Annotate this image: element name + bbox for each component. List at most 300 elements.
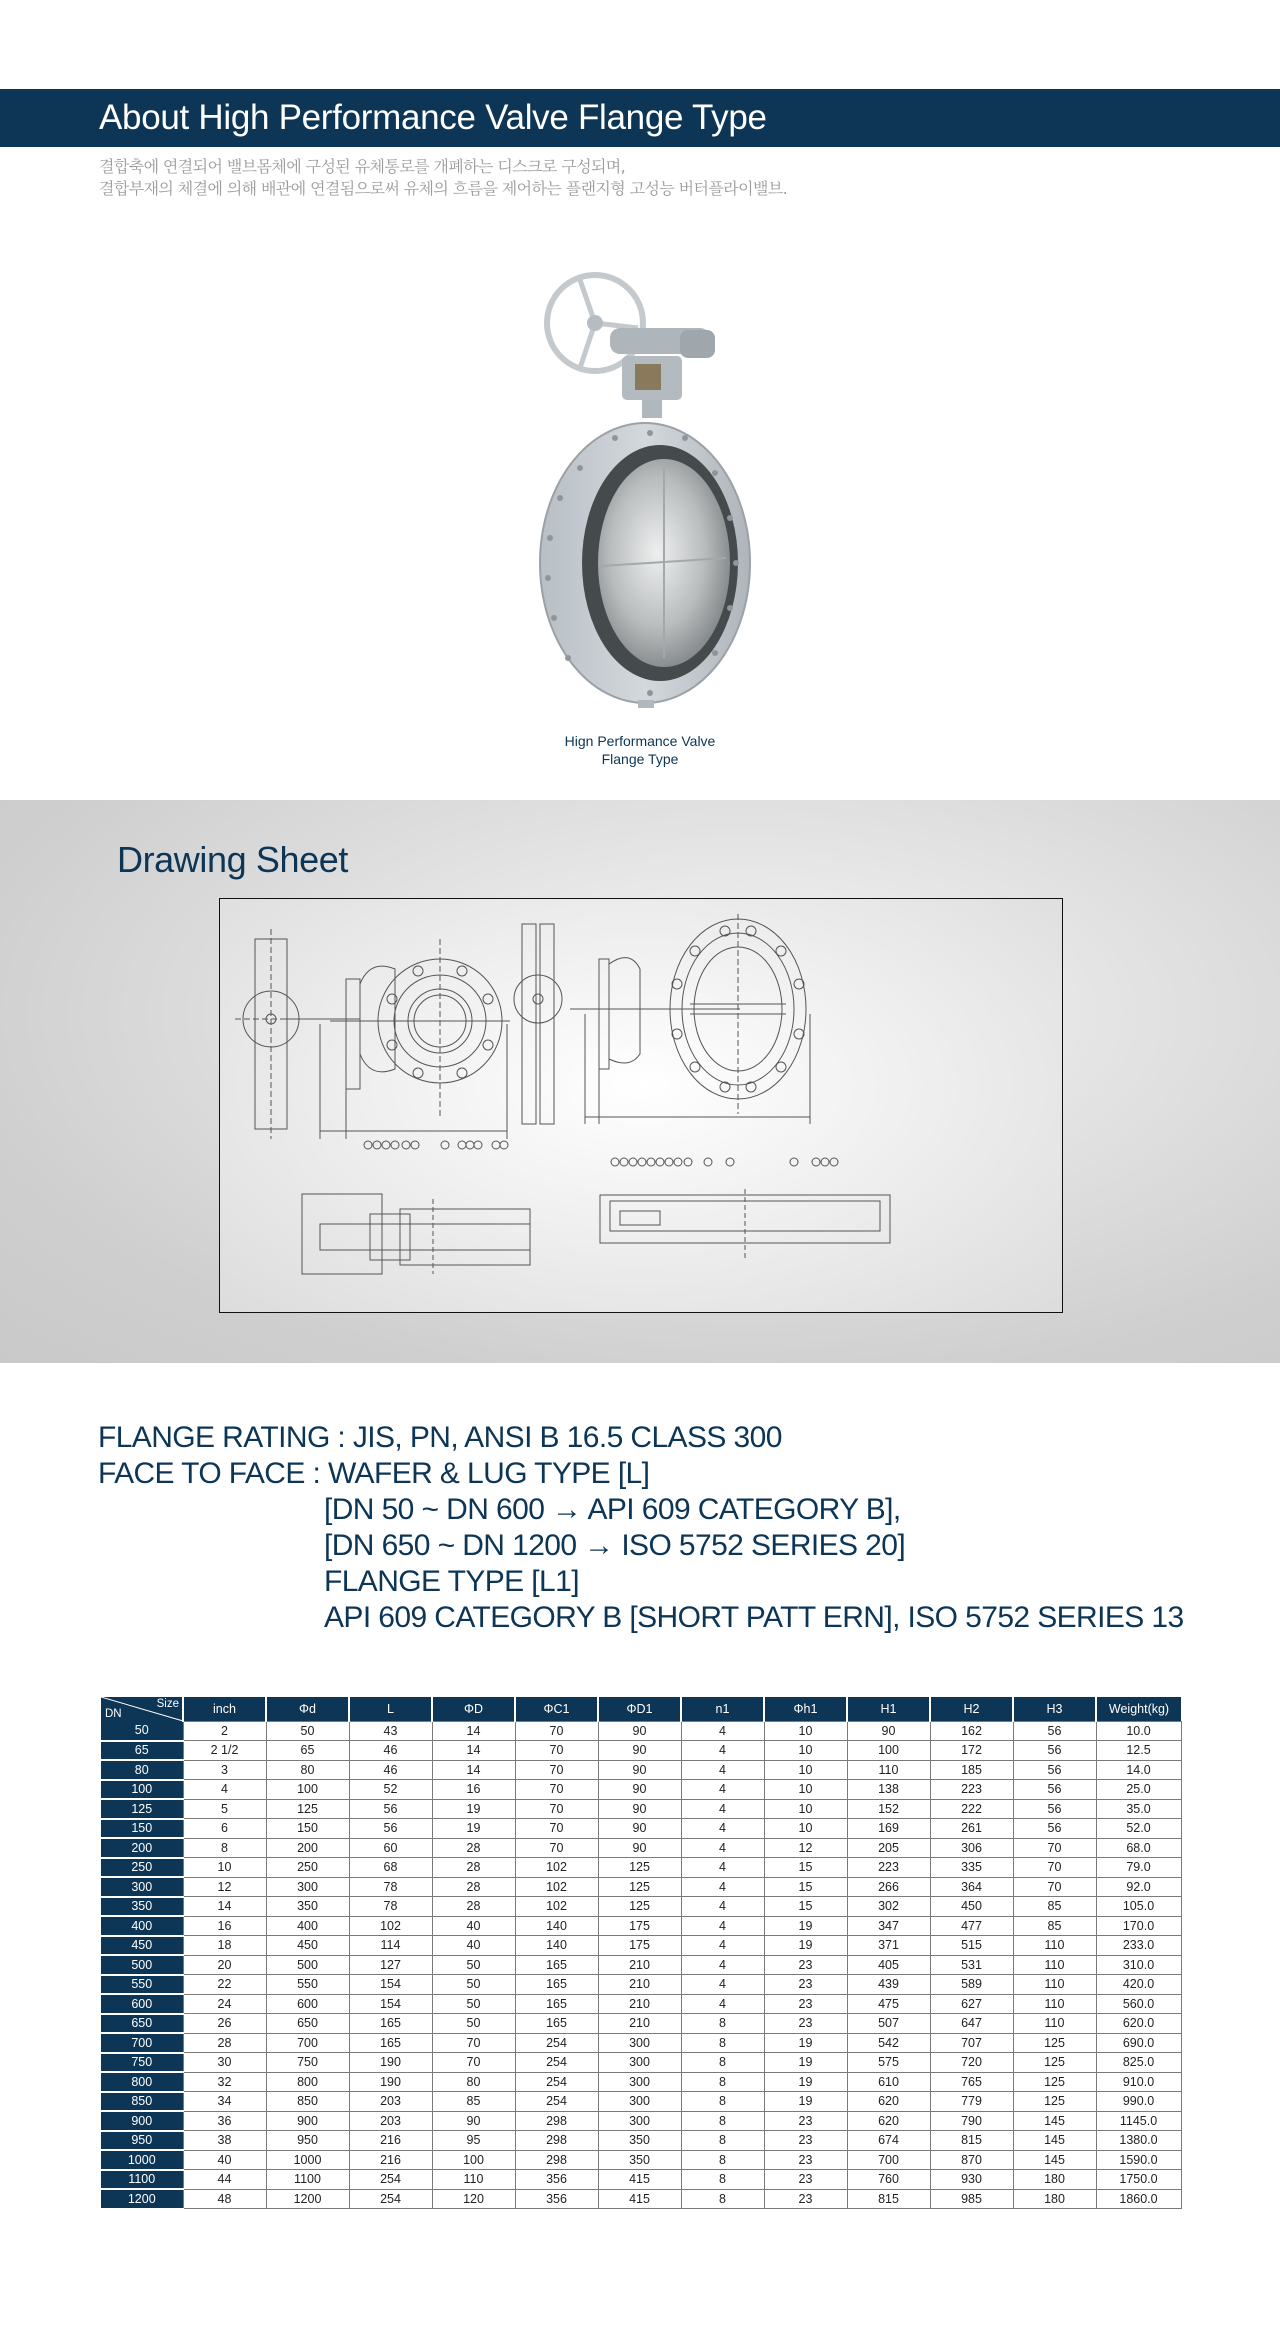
table-cell: 266 [847,1877,930,1897]
table-cell: 930 [930,2170,1013,2190]
product-caption-line-1: Hign Performance Valve [564,733,716,749]
table-cell: 56 [349,1799,432,1819]
table-cell: 500 [266,1955,349,1975]
table-cell: 335 [930,1858,1013,1878]
table-cell: 56 [1013,1721,1096,1741]
table-cell: 1100 [266,2170,349,2190]
table-cell: 298 [515,2150,598,2170]
table-cell: 10 [764,1760,847,1780]
table-cell: 165 [515,1994,598,2014]
table-row [101,1780,1181,1800]
table-cell: 154 [349,1994,432,2014]
table-cell: 15 [764,1877,847,1897]
table-cell: 172 [930,1741,1013,1761]
dn-size-cell: 1000 [101,2150,183,2170]
table-cell: 298 [515,2131,598,2151]
dn-size-cell: 650 [101,2014,183,2034]
table-row [101,1955,1181,1975]
table-row [101,2014,1181,2034]
table-cell: 19 [432,1819,515,1839]
table-cell: 38 [183,2131,266,2151]
table-cell: 78 [349,1877,432,1897]
table-cell: 14 [432,1760,515,1780]
table-cell: 12 [183,1877,266,1897]
dn-size-cell: 1200 [101,2189,183,2209]
drawing-sheet-title: Drawing Sheet [117,839,348,880]
table-cell: 50 [432,1955,515,1975]
table-cell: 165 [515,1975,598,1995]
table-cell: 1750.0 [1096,2170,1181,2190]
table-cell: 36 [183,2111,266,2131]
table-row [101,2170,1181,2190]
table-cell: 1200 [266,2189,349,2209]
table-cell: 250 [266,1858,349,1878]
column-header: n1 [681,1697,764,1721]
table-cell: 70 [515,1760,598,1780]
table-cell: 100 [432,2150,515,2170]
intro-line-1: 결합축에 연결되어 밸브몸체에 구성된 유체통로를 개폐하는 디스크로 구성되며, [99,157,626,176]
spec-flange-rating: FLANGE RATING : JIS, PN, ANSI B 16.5 CLASS 300 [98,1421,782,1454]
dn-size-cell: 100 [101,1780,183,1800]
table-cell: 138 [847,1780,930,1800]
butterfly-valve-photo [520,268,760,718]
table-cell: 203 [349,2092,432,2112]
table-cell: 165 [515,2014,598,2034]
table-cell: 223 [930,1780,1013,1800]
table-cell: 300 [598,2072,681,2092]
table-cell: 23 [764,2189,847,2209]
table-cell: 90 [598,1741,681,1761]
dn-size-cell: 65 [101,1741,183,1761]
table-cell: 56 [1013,1819,1096,1839]
table-cell: 1860.0 [1096,2189,1181,2209]
corner-dn-label: DN [105,1708,122,1720]
table-cell: 14 [432,1741,515,1761]
table-cell: 79.0 [1096,1858,1181,1878]
table-cell: 110 [847,1760,930,1780]
table-cell: 56 [1013,1799,1096,1819]
spec-flange-type: FLANGE TYPE [L1] [324,1565,579,1598]
table-cell: 50 [432,1975,515,1995]
table-cell: 300 [598,2033,681,2053]
table-cell: 56 [1013,1780,1096,1800]
table-cell: 254 [349,2189,432,2209]
table-cell: 10 [764,1741,847,1761]
table-cell: 23 [764,1994,847,2014]
table-cell: 175 [598,1916,681,1936]
table-cell: 85 [432,2092,515,2112]
column-header: inch [183,1697,266,1721]
table-cell: 145 [1013,2131,1096,2151]
table-cell: 350 [598,2131,681,2151]
table-cell: 125 [1013,2053,1096,2073]
table-header-row [101,1697,1181,1721]
table-cell: 140 [515,1916,598,1936]
table-cell: 210 [598,1955,681,1975]
dn-size-cell: 750 [101,2053,183,2073]
table-cell: 125 [598,1858,681,1878]
table-cell: 40 [183,2150,266,2170]
table-cell: 44 [183,2170,266,2190]
table-cell: 310.0 [1096,1955,1181,1975]
table-cell: 24 [183,1994,266,2014]
table-cell: 65 [266,1741,349,1761]
table-cell: 4 [681,1897,764,1917]
table-row [101,1975,1181,1995]
table-cell: 10 [764,1799,847,1819]
table-cell: 2 [183,1721,266,1741]
table-cell: 23 [764,2014,847,2034]
table-cell: 4 [681,1955,764,1975]
table-cell: 400 [266,1916,349,1936]
table-cell: 125 [598,1897,681,1917]
column-header: H2 [930,1697,1013,1721]
table-cell: 254 [515,2092,598,2112]
table-cell: 4 [681,1799,764,1819]
table-row [101,1877,1181,1897]
table-cell: 110 [1013,1955,1096,1975]
table-cell: 8 [681,2033,764,2053]
table-cell: 990.0 [1096,2092,1181,2112]
table-cell: 200 [266,1838,349,1858]
table-cell: 216 [349,2150,432,2170]
table-cell: 28 [432,1897,515,1917]
dn-size-cell: 450 [101,1936,183,1956]
table-cell: 114 [349,1936,432,1956]
table-row [101,2053,1181,2073]
table-cell: 4 [681,1877,764,1897]
table-cell: 815 [847,2189,930,2209]
table-cell: 300 [266,1877,349,1897]
table-cell: 90 [598,1780,681,1800]
table-cell: 306 [930,1838,1013,1858]
table-row [101,2072,1181,2092]
table-cell: 52 [349,1780,432,1800]
table-cell: 302 [847,1897,930,1917]
table-cell: 19 [764,2053,847,2073]
table-cell: 165 [515,1955,598,1975]
table-cell: 70 [432,2053,515,2073]
table-cell: 125 [1013,2033,1096,2053]
table-cell: 620 [847,2092,930,2112]
table-cell: 8 [681,2170,764,2190]
table-cell: 60 [349,1838,432,1858]
table-cell: 190 [349,2072,432,2092]
spec-list [98,1420,1184,1636]
table-cell: 16 [432,1780,515,1800]
table-cell: 100 [847,1741,930,1761]
table-cell: 300 [598,2111,681,2131]
table-cell: 23 [764,1975,847,1995]
table-cell: 2 1/2 [183,1741,266,1761]
table-cell: 28 [432,1858,515,1878]
dn-size-cell: 350 [101,1897,183,1917]
table-cell: 450 [266,1936,349,1956]
table-row [101,1760,1181,1780]
table-cell: 261 [930,1819,1013,1839]
table-row [101,1838,1181,1858]
table-cell: 254 [349,2170,432,2190]
dimension-table [101,1697,1181,2210]
table-cell: 647 [930,2014,1013,2034]
table-cell: 815 [930,2131,1013,2151]
table-cell: 68 [349,1858,432,1878]
table-cell: 4 [681,1838,764,1858]
column-header: H3 [1013,1697,1096,1721]
table-cell: 910.0 [1096,2072,1181,2092]
table-cell: 165 [349,2014,432,2034]
table-cell: 110 [1013,1936,1096,1956]
table-cell: 350 [266,1897,349,1917]
table-cell: 750 [266,2053,349,2073]
corner-size-label: Size [156,1698,179,1710]
table-cell: 110 [1013,2014,1096,2034]
table-cell: 14 [183,1897,266,1917]
table-cell: 85 [1013,1916,1096,1936]
table-cell: 8 [183,1838,266,1858]
table-cell: 52.0 [1096,1819,1181,1839]
table-cell: 105.0 [1096,1897,1181,1917]
table-cell: 19 [432,1799,515,1819]
dn-size-cell: 800 [101,2072,183,2092]
table-cell: 690.0 [1096,2033,1181,2053]
table-cell: 450 [930,1897,1013,1917]
table-row [101,2131,1181,2151]
dn-size-cell: 250 [101,1858,183,1878]
dn-size-cell: 80 [101,1760,183,1780]
table-cell: 620.0 [1096,2014,1181,2034]
dn-size-cell: 500 [101,1955,183,1975]
drawing-sheet-section [0,800,1280,1363]
table-cell: 405 [847,1955,930,1975]
table-cell: 620 [847,2111,930,2131]
table-cell: 254 [515,2053,598,2073]
table-cell: 870 [930,2150,1013,2170]
table-cell: 100 [266,1780,349,1800]
table-cell: 850 [266,2092,349,2112]
table-cell: 50 [266,1721,349,1741]
table-cell: 650 [266,2014,349,2034]
table-cell: 154 [349,1975,432,1995]
table-cell: 92.0 [1096,1877,1181,1897]
table-cell: 70 [515,1838,598,1858]
table-cell: 170.0 [1096,1916,1181,1936]
dn-size-cell: 50 [101,1721,183,1741]
table-cell: 40 [432,1936,515,1956]
column-header: Weight(kg) [1096,1697,1181,1721]
table-cell: 185 [930,1760,1013,1780]
table-cell: 19 [764,2033,847,2053]
table-cell: 70 [1013,1877,1096,1897]
table-row [101,2189,1181,2209]
table-cell: 56 [1013,1741,1096,1761]
table-body [101,1721,1181,2209]
column-header: Φd [266,1697,349,1721]
page-title: About High Performance Valve Flange Type [99,98,767,137]
table-row [101,1897,1181,1917]
column-header: ΦD [432,1697,515,1721]
table-row [101,2033,1181,2053]
table-cell: 210 [598,1975,681,1995]
table-cell: 90 [598,1819,681,1839]
table-cell: 8 [681,2014,764,2034]
table-cell: 90 [598,1721,681,1741]
table-cell: 4 [681,1780,764,1800]
dn-size-cell: 200 [101,1838,183,1858]
dn-size-cell: 400 [101,1916,183,1936]
table-cell: 70 [432,2033,515,2053]
table-cell: 56 [1013,1760,1096,1780]
column-header: L [349,1697,432,1721]
table-cell: 4 [183,1780,266,1800]
table-cell: 40 [432,1916,515,1936]
table-cell: 90 [598,1760,681,1780]
table-cell: 233.0 [1096,1936,1181,1956]
dn-size-cell: 300 [101,1877,183,1897]
table-cell: 70 [515,1819,598,1839]
column-header: Φh1 [764,1697,847,1721]
table-cell: 16 [183,1916,266,1936]
table-cell: 8 [681,2131,764,2151]
table-cell: 90 [847,1721,930,1741]
intro-line-2: 결합부재의 체결에 의해 배관에 연결됨으로써 유체의 흐름을 제어하는 플랜지형 고성능 버터플라이밸브. [99,179,788,198]
table-cell: 70 [1013,1838,1096,1858]
dn-size-cell: 600 [101,1994,183,2014]
table-cell: 4 [681,1741,764,1761]
table-cell: 110 [432,2170,515,2190]
table-cell: 371 [847,1936,930,1956]
table-row [101,1916,1181,1936]
table-cell: 350 [598,2150,681,2170]
column-header: H1 [847,1697,930,1721]
table-row [101,2150,1181,2170]
table-cell: 165 [349,2033,432,2053]
table-cell: 707 [930,2033,1013,2053]
table-cell: 4 [681,1936,764,1956]
table-cell: 420.0 [1096,1975,1181,1995]
table-cell: 90 [432,2111,515,2131]
table-cell: 70 [1013,1858,1096,1878]
table-cell: 50 [432,2014,515,2034]
table-cell: 1590.0 [1096,2150,1181,2170]
table-cell: 85 [1013,1897,1096,1917]
table-cell: 575 [847,2053,930,2073]
table-cell: 4 [681,1994,764,2014]
table-cell: 347 [847,1916,930,1936]
table-cell: 18 [183,1936,266,1956]
table-cell: 1000 [266,2150,349,2170]
table-cell: 415 [598,2189,681,2209]
table-cell: 70 [515,1780,598,1800]
table-cell: 180 [1013,2170,1096,2190]
table-cell: 356 [515,2170,598,2190]
product-caption-line-2: Flange Type [601,751,679,767]
technical-drawing-icon [220,899,1064,1314]
table-cell: 169 [847,1819,930,1839]
table-cell: 8 [681,2111,764,2131]
table-cell: 223 [847,1858,930,1878]
spec-api-iso: API 609 CATEGORY B [SHORT PATT ERN], ISO 5752 SERIES 13 [324,1601,1184,1634]
table-cell: 475 [847,1994,930,2014]
table-cell: 298 [515,2111,598,2131]
table-row [101,1858,1181,1878]
table-cell: 216 [349,2131,432,2151]
table-cell: 8 [681,2053,764,2073]
table-cell: 102 [515,1897,598,1917]
table-cell: 23 [764,2170,847,2190]
table-cell: 175 [598,1936,681,1956]
table-cell: 15 [764,1858,847,1878]
table-cell: 4 [681,1916,764,1936]
table-cell: 477 [930,1916,1013,1936]
table-cell: 254 [515,2033,598,2053]
table-cell: 28 [183,2033,266,2053]
table-cell: 180 [1013,2189,1096,2209]
table-cell: 32 [183,2072,266,2092]
table-cell: 70 [515,1721,598,1741]
table-cell: 12 [764,1838,847,1858]
table-cell: 8 [681,2189,764,2209]
table-row [101,2111,1181,2131]
dn-size-cell: 1100 [101,2170,183,2190]
table-cell: 985 [930,2189,1013,2209]
table-cell: 950 [266,2131,349,2151]
spec-dn650-1200: [DN 650 ~ DN 1200 → ISO 5752 SERIES 20] [324,1529,906,1562]
table-cell: 19 [764,1916,847,1936]
table-cell: 46 [349,1741,432,1761]
table-cell: 4 [681,1975,764,1995]
table-cell: 140 [515,1936,598,1956]
table-corner-header [101,1697,183,1721]
table-cell: 8 [681,2092,764,2112]
table-cell: 19 [764,2072,847,2092]
table-cell: 10.0 [1096,1721,1181,1741]
table-row [101,1741,1181,1761]
table-cell: 222 [930,1799,1013,1819]
spec-dn50-600: [DN 50 ~ DN 600 → API 609 CATEGORY B], [324,1493,901,1526]
table-cell: 56 [349,1819,432,1839]
table-row [101,1994,1181,2014]
table-cell: 415 [598,2170,681,2190]
table-cell: 43 [349,1721,432,1741]
intro-description [99,156,787,200]
table-row [101,1799,1181,1819]
table-cell: 254 [515,2072,598,2092]
table-cell: 600 [266,1994,349,2014]
table-cell: 127 [349,1955,432,1975]
table-cell: 5 [183,1799,266,1819]
table-cell: 779 [930,2092,1013,2112]
table-row [101,1819,1181,1839]
table-cell: 78 [349,1897,432,1917]
table-cell: 90 [598,1799,681,1819]
dn-size-cell: 150 [101,1819,183,1839]
technical-drawing [219,898,1063,1313]
table-cell: 14.0 [1096,1760,1181,1780]
table-cell: 80 [266,1760,349,1780]
table-cell: 15 [764,1897,847,1917]
table-cell: 110 [1013,1994,1096,2014]
table-cell: 125 [266,1799,349,1819]
table-cell: 80 [432,2072,515,2092]
table-cell: 20 [183,1955,266,1975]
table-cell: 125 [598,1877,681,1897]
table-cell: 28 [432,1877,515,1897]
table-cell: 720 [930,2053,1013,2073]
product-caption [500,732,780,768]
table-cell: 102 [515,1877,598,1897]
table-cell: 542 [847,2033,930,2053]
